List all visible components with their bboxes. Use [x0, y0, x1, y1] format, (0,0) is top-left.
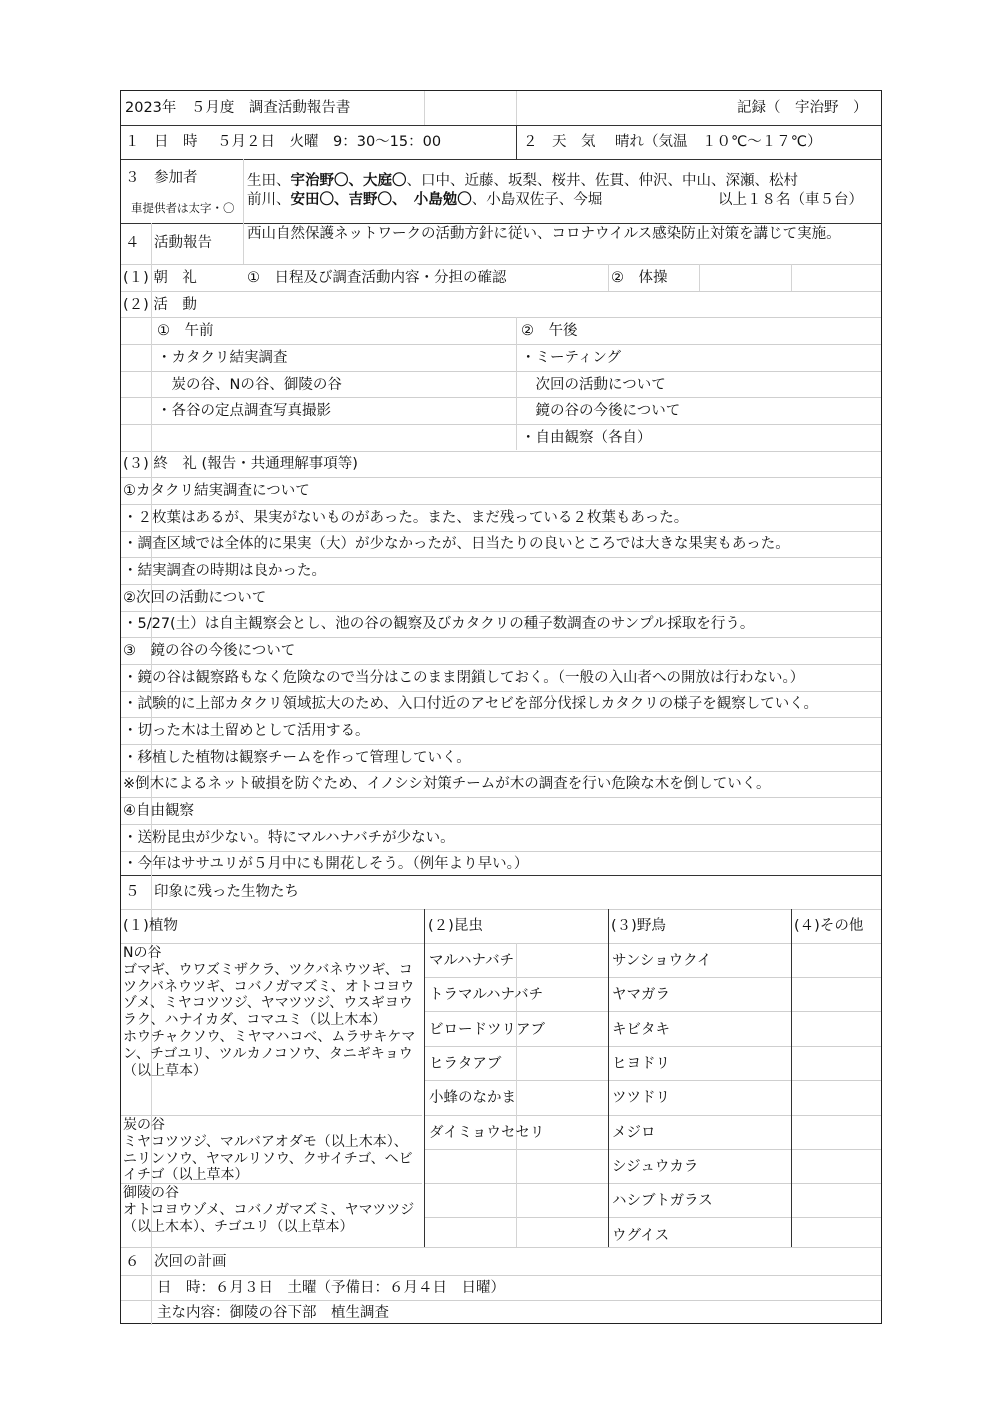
insect-item: ダイミョウセセリ: [429, 1125, 545, 1141]
morning-label: (１) 朝 礼: [123, 270, 197, 286]
pm-item: ・自由観察（各自）: [521, 430, 652, 446]
am-item: 炭の谷、Nの谷、御陵の谷: [157, 377, 342, 393]
pm-title: ② 午後: [521, 323, 578, 339]
date-value: ５月２日 火曜 9：30〜15：00: [217, 134, 442, 150]
plants-n-valley: Nの谷 ゴマギ、ウワズミザクラ、ツクバネウツギ、コツクバネウツギ、コバノガマズミ、オトコヨウゾメ、ミヤコツツジ、ヤマツツジ、ウスギヨウラク、ハナイカダ、コマユミ（以上木本） ホウチャクソウ、ミヤマハコベ、ムラサキケマン、チゴユリ、ツルカノコソウ、タニギキョウ（以上草本）: [123, 945, 416, 1079]
insect-item: トラマルハナバチ: [429, 987, 544, 1003]
bird-item: ヤマガラ: [612, 987, 670, 1003]
participants-line-1: 生田、宇治野〇、大庭〇、口中、近藤、坂梨、桜井、佐貫、仲沢、中山、深瀬、松村: [247, 173, 798, 189]
creatures-label: ５ 印象に残った生物たち: [125, 884, 299, 900]
closing-line: ・今年はササユリが５月中にも開花しそう。（例年より早い。）: [123, 856, 529, 872]
insects-label: (２)昆虫: [428, 918, 483, 934]
closing-line: ・調査区域では全体的に果実（大）が少なかったが、日当たりの良いところでは大きな果実もあった。: [123, 536, 790, 552]
closing-line: ・結実調査の時期は良かった。: [123, 563, 326, 579]
report-sheet: [120, 90, 882, 1324]
activity-label: ４ 活動報告: [125, 235, 212, 251]
bird-item: サンショウクイ: [612, 953, 712, 969]
activities-label: (２) 活 動: [123, 297, 197, 313]
bird-item: ハシブトガラス: [612, 1193, 713, 1209]
closing-line: ※倒木によるネット破損を防ぐため、イノシシ対策チームが木の調査を行い危険な木を倒していく。: [123, 776, 771, 792]
insect-item: ヒラタアブ: [429, 1056, 502, 1072]
bird-item: シジュウカラ: [612, 1159, 699, 1175]
bird-item: ツツドリ: [612, 1090, 670, 1106]
closing-line: ②次回の活動について: [123, 590, 267, 606]
report-title: 2023年 ５月度 調査活動報告書: [125, 100, 351, 116]
date-label: １ 日 時: [125, 134, 198, 150]
plants-goryo-valley: 御陵の谷 オトコヨウゾメ、コバノガマズミ、ヤマツツジ（以上木本）、チゴユリ（以上草本）: [123, 1185, 415, 1235]
participants-line-2: 前川、安田〇、吉野〇、 小島勉〇、小島双佐子、今堀: [247, 192, 603, 208]
next-plan-label: ６ 次回の計画: [125, 1254, 227, 1270]
bird-item: ヒヨドリ: [612, 1056, 670, 1072]
bird-item: キビタキ: [612, 1022, 670, 1038]
bird-item: ウグイス: [612, 1228, 670, 1244]
insect-item: 小蜂のなかま: [429, 1090, 516, 1106]
next-plan-date: 日 時：６月３日 土曜（予備日：６月４日 日曜）: [157, 1280, 505, 1296]
insect-item: マルハナバチ: [429, 953, 515, 969]
next-plan-content: 主な内容：御陵の谷下部 植生調査: [157, 1305, 389, 1321]
participants-total: 以上１８名（車５台）: [718, 192, 863, 208]
am-item: ・カタクリ結実調査: [157, 350, 288, 366]
plants-label: (１)植物: [123, 918, 178, 934]
weather-label: ２ 天 気: [523, 134, 596, 150]
pm-item: ・ミーティング: [521, 350, 622, 366]
recorder: 記録（ 宇治野 ）: [737, 100, 868, 116]
closing-label: (３) 終 礼 (報告・共通理解事項等): [123, 456, 358, 472]
birds-label: (３)野鳥: [611, 918, 666, 934]
closing-line: ・２枚葉はあるが、果実がないものがあった。また、まだ残っている２枚葉もあった。: [123, 510, 689, 526]
activity-text: 西山自然保護ネットワークの活動方針に従い、コロナウイルス感染防止対策を講じて実施。: [247, 226, 841, 242]
bird-item: メジロ: [612, 1125, 656, 1141]
insect-item: ビロードツリアブ: [429, 1022, 545, 1038]
participants-label: ３ 参加者: [125, 170, 198, 186]
am-item: ・各谷の定点調査写真撮影: [157, 403, 331, 419]
weather-value: 晴れ（気温 １０℃〜１７℃）: [615, 134, 822, 150]
pm-item: 次回の活動について: [521, 377, 666, 393]
closing-line: ①カタクリ結実調査について: [123, 483, 310, 499]
car-note: 車提供者は太字・〇: [131, 201, 235, 215]
closing-line: ・送粉昆虫が少ない。特にマルハナバチが少ない。: [123, 830, 455, 846]
plants-sumi-valley: 炭の谷 ミヤコツツジ、マルバアオダモ（以上木本）、ニリンソウ、ヤマルリソウ、クサイチゴ、ヘビイチゴ（以上草本）: [123, 1117, 413, 1184]
closing-line: ・切った木は土留めとして活用する。: [123, 723, 370, 739]
morning-item-2: ② 体操: [611, 270, 668, 286]
pm-item: 鏡の谷の今後について: [521, 403, 681, 419]
am-title: ① 午前: [157, 323, 214, 339]
morning-item-1: ① 日程及び調査活動内容・分担の確認: [247, 270, 507, 286]
closing-line: ・5/27(土）は自主観察会とし、池の谷の観察及びカタクリの種子数調査のサンプル採取を行う。: [123, 616, 755, 632]
closing-line: ③ 鏡の谷の今後について: [123, 643, 296, 659]
other-label: (４)その他: [794, 918, 864, 934]
closing-line: ・試験的に上部カタクリ領域拡大のため、入口付近のアセビを部分伐採しカタクリの様子を観察していく。: [123, 696, 818, 712]
closing-line: ・移植した植物は観察チームを作って管理していく。: [123, 750, 471, 766]
closing-line: ・鏡の谷は観察路もなく危険なので当分はこのまま閉鎖しておく。（一般の入山者への開放は行わない。）: [123, 670, 805, 686]
closing-line: ④自由観察: [123, 803, 194, 819]
